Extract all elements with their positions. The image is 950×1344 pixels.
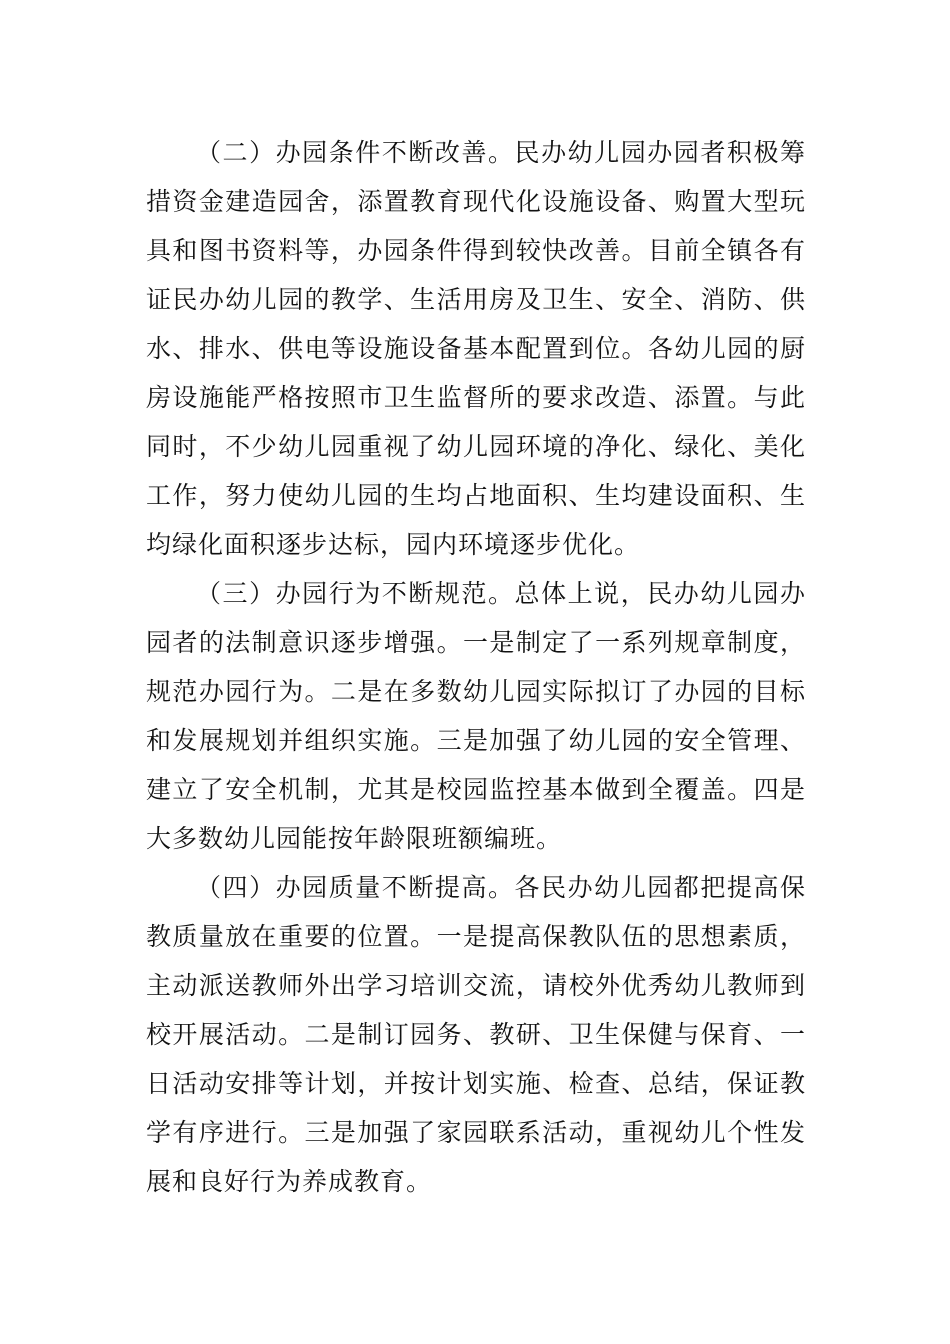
paragraph-school-conditions: （二）办园条件不断改善。民办幼儿园办园者积极筹措资金建造园舍，添置教育现代化设施设备、购置大型玩具和图书资料等，办园条件得到较快改善。目前全镇各有证民办幼儿园的教学、生活用房及卫生、安全、消防、供水、排水、供电等设施设备基本配置到位。各幼儿园的厨房设施能严格按照市卫生监督所的要求改造、添置。与此同时，不少幼儿园重视了幼儿园环境的净化、绿化、美化工作，努力使幼儿园的生均占地面积、生均建设面积、生均绿化面积逐步达标，园内环境逐步优化。 <box>146 138 806 559</box>
document-body <box>146 128 806 1206</box>
paragraph-school-quality: （四）办园质量不断提高。各民办幼儿园都把提高保教质量放在重要的位置。一是提高保教队伍的思想素质，主动派送教师外出学习培训交流，请校外优秀幼儿教师到校开展活动。二是制订园务、教研、卫生保健与保育、一日活动安排等计划，并按计划实施、检查、总结，保证教学有序进行。三是加强了家园联系活动，重视幼儿个性发展和良好行为养成教育。 <box>146 873 806 1196</box>
paragraph-school-conduct: （三）办园行为不断规范。总体上说，民办幼儿园办园者的法制意识逐步增强。一是制定了一系列规章制度，规范办园行为。二是在多数幼儿园实际拟订了办园的目标和发展规划并组织实施。三是加强了幼儿园的安全管理、建立了安全机制，尤其是校园监控基本做到全覆盖。四是大多数幼儿园能按年龄限班额编班。 <box>146 579 806 853</box>
